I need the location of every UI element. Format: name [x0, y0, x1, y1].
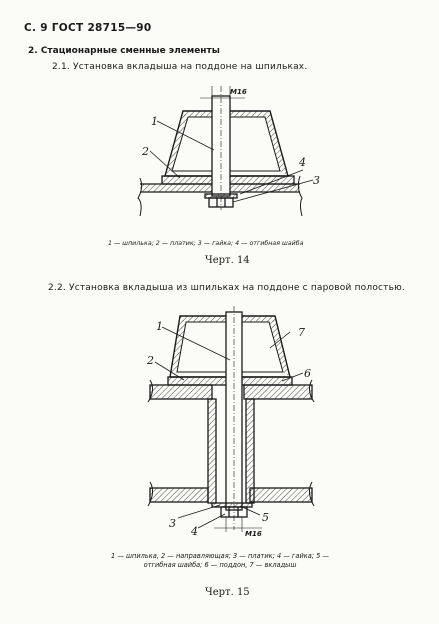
fig15-tray-top	[150, 385, 212, 399]
fig14-callout-4: 4	[299, 156, 306, 169]
fig15-callout-4: 4	[191, 525, 198, 538]
page-header: С. 9 ГОСТ 28715—90	[24, 22, 152, 34]
fig15-tray-bottom	[150, 488, 208, 502]
fig15-guide	[208, 399, 216, 503]
subsection-2-1: 2.1. Установка вкладыша на поддоне на шпильках.	[52, 62, 308, 72]
fig15-callout-1: 1	[156, 320, 163, 333]
figure-15-legend: 1 — шпилька, 2 — направляющая; 3 — платик; 4 — гайка; 5 — отгибная шайба; 6 — поддон, 7 — вкладыш	[111, 552, 329, 569]
fig15-callout-6: 6	[304, 367, 311, 380]
fig15-callout-2: 2	[147, 354, 154, 367]
fig15-callout-3: 3	[169, 517, 176, 530]
fig15-callout-5: 5	[262, 511, 269, 524]
figure-14-label: Черт. 14	[205, 255, 250, 266]
subsection-2-2: 2.2. Установка вкладыша из шпильках на поддоне с паровой полостью.	[48, 283, 405, 293]
fig14-callout-3: 3	[313, 174, 320, 187]
section-title: 2. Стационарные сменные элементы	[28, 46, 220, 56]
figure-14-caption: 1 — шпилька; 2 — платик; 3 — гайка; 4 — отгибная шайба	[108, 240, 304, 247]
fig14-thread-label: М16	[230, 88, 247, 96]
figure-15-label: Черт. 15	[205, 587, 250, 598]
fig15-callout-7: 7	[298, 326, 305, 339]
fig15-thread-label: М16	[245, 530, 262, 538]
fig14-callout-1: 1	[151, 115, 158, 128]
fig14-callout-2: 2	[142, 145, 149, 158]
